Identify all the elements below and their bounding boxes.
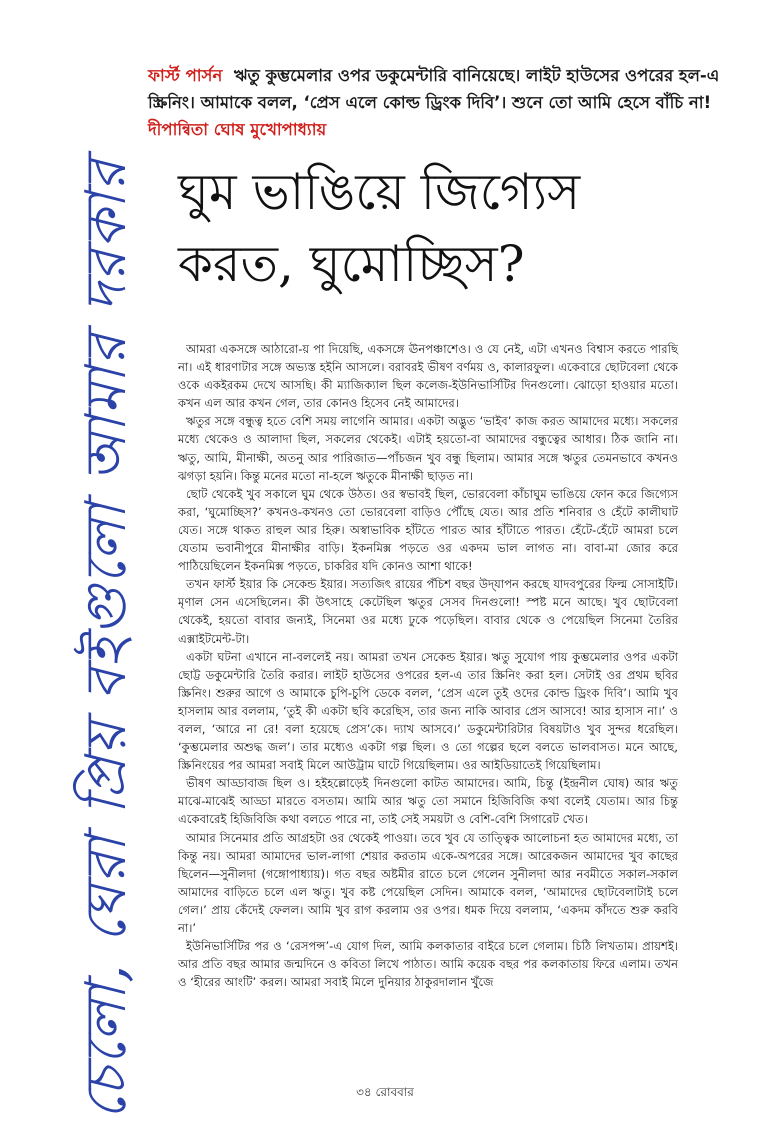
headline-line-1: ঘুম ভাঙিয়ে জিগ্যেস — [178, 163, 581, 221]
handwritten-margin-note: চেলো, ঘেরা প্রিয় বইগুলো আমার দরকার — [74, 158, 139, 1120]
author-name: দীপান্বিতা ঘোষ মুখোপাধ্যায় — [148, 120, 327, 139]
body-paragraph: ছোট থেকেই খুব সকালে ঘুম থেকে উঠত। ওর স্বভাবই ছিল, ভোরবেলা কাঁচাঘুম ভাঙিয়ে ফোন করে জিগ্যেস করা, ‘ঘুমোচ্ছিস?’ কখনও-কখনও তো ভোরবেলা বাড়িও পৌঁছে যেত। আর প্রতি শনিবার ও হেঁটে কালীঘাট যেত। সঙ্গে থাকত রাহুল আর হিরু। অস্বাভাবিক হাঁটতে পারত আর হাঁটাতে পারত। হেঁটে-হেঁটে আমরা চলে যেতাম ভবানীপুরে মীনাক্ষীর বাড়ি। ইকনমিক্স পড়তে ওর একদম ভাল লাগত না। বাবা-মা জোর করে পাঠিয়েছিলেন ইকনমিক্স পড়তে, চাকরির যদি কোনও আশা থাকে! — [178, 486, 678, 574]
headline-line-2: করত, ঘুমোচ্ছিস? — [178, 235, 525, 293]
page-footer: ৩৪ রোববার — [356, 1085, 414, 1099]
body-paragraph: একটা ঘটনা এখানে না-বললেই নয়। আমরা তখন সেকেন্ড ইয়ার। ঋতু সুযোগ পায় কুম্ভমেলার ওপর একটা ছোট্ট ডকুমেন্টারি তৈরি করার। লাইট হাউসের ওপরের হল-এ তার স্ক্রিনিং করা হল। সেটাই ওর প্রথম ছবির স্ক্রিনিং। শুরুর আগে ও আমাকে চুপি-চুপি ডেকে বলল, ‘প্রেস এলে তুই ওদের কোল্ড ড্রিংক দিবি’। আমি খুব হাসলাম আর বললাম, ‘তুই কী একটা ছবি করেছিস, তার জন্য নাকি আবার প্রেস আসবে! আর হাসাস না।’ ও বলল, ‘আরে না রে! বলা হয়েছে প্রেস’কে। দ্যাখ আসবে।’ ডকুমেন্টারিটার বিষয়টাও খুব সুন্দর ধরেছিল। ‘কুম্ভমেলার অশুদ্ধ জল’। তার মধ্যেও একটা গল্প ছিল। ও তো গল্পের ছলে বলতে ভালবাসত। মনে আছে, স্ক্রিনিংয়ের পর আমরা সবাই মিলে আউট্রাম ঘাটে গিয়েছিলাম। ওর আইডিয়াতেই গিয়েছিলাম। — [178, 649, 678, 773]
body-paragraph: ইউনিভার্সিটির পর ও ‘রেসপন্স’-এ যোগ দিল, আমি কলকাতার বাইরে চলে গেলাম। চিঠি লিখতাম। প্রায়শই। আর প্রতি বছর আমার জন্মদিনে ও কবিতা লিখে পাঠাত। আমি কয়েক বছর পর কলকাতায় ফিরে এলাম। তখন ও ‘হীরের আংটি’ করল। আমরা সবাই মিলে দুনিয়ার ঠাকুরদালান খুঁজে — [178, 939, 678, 990]
body-paragraph: ভীষণ আড্ডাবাজ ছিল ও। হইহল্লোড়েই দিনগুলো কাটত আমাদের। আমি, চিন্তু (ইন্দ্রনীল ঘোষ) আর ঋতু মাঝে-মাঝেই আড্ডা মারতে বসতাম। আমি আর ঋতু তো সমানে হিজিবিজি কথা বলেই যেতাম। আর চিন্তু একেবারেই হিজিবিজি কথা বলতে পারে না, তাই সেই সময়টা ও বেশি-বেশি সিগারেট খেত। — [178, 776, 678, 827]
section-label: ফার্স্ট পার্সন — [148, 66, 223, 85]
body-paragraph: ঋতুর সঙ্গে বন্ধুত্ব হতে বেশি সময় লাগেনি আমার। একটা অদ্ভুত ‘ভাইব’ কাজ করত আমাদের মধ্যে। সকলের মধ্যে থেকেও ও আলাদা ছিল, সকলের থেকেই। এটাই হয়তো-বা আমাদের বন্ধুত্বের আধার। ঠিক জানি না। ঋতু, আমি, মীনাক্ষী, অতনু আর পারিজাত—পাঁচজন খুব বন্ধু ছিলাম। আমার সঙ্গে ঋতুর তেমনভাবে কখনও ঝগড়া হয়নি। কিন্তু মনের মতো না-হলে ঋতুকে মীনাক্ষী ছাড়ত না। — [178, 414, 678, 483]
article-headline — [178, 156, 748, 300]
body-paragraph: তখন ফার্স্ট ইয়ার কি সেকেন্ড ইয়ার। সত্যজিৎ রায়ের পঁচিশ বছর উদ্‌যাপন করছে যাদবপুরের ফিল্ম সোসাইটি। মৃণাল সেন এসেছিলেন। কী উৎসাহে কেটেছিল ঋতুর সেসব দিনগুলো! স্পষ্ট মনে আছে। খুব ছোটবেলা থেকেই, হয়তো বাবার জন্যই, সিনেমা ওর মধ্যে ঢুকে পড়েছিল। বাবার থেকে ও পেয়েছিল সিনেমা তৈরির এক্সাইটমেন্ট-টা। — [178, 577, 678, 646]
body-paragraph: আমার সিনেমার প্রতি আগ্রহটা ওর থেকেই পাওয়া। তবে খুব যে তাত্ত্বিক আলোচনা হত আমাদের মধ্যে, তা কিন্তু নয়। আমরা আমাদের ভাল-লাগা শেয়ার করতাম একে-অপরের সঙ্গে। আরেকজন আমাদের খুব কাছের ছিলেন—সুনীলদা (গঙ্গোপাধ্যায়)। গত বছর অষ্টমীর রাতে চলে গেলেন সুনীলদা আর নবমীতে সকাল-সকাল আমাদের বাড়িতে চলে এল ঋতু। খুব কষ্ট পেয়েছিল সেদিন। আমাকে বলল, ‘আমাদের ছোটবেলাটাই চলে গেল।’ প্রায় কেঁদেই ফেলল। আমি খুব রাগ করলাম ওর ওপর। ধমক দিয়ে বললাম, ‘একদম কাঁদতে শুরু করবি না।’ — [178, 830, 678, 935]
article-body — [178, 340, 678, 991]
body-paragraph: আমরা একসঙ্গে আঠারো-য় পা দিয়েছি, একসঙ্গে ঊনপঞ্চাশেও। ও যে নেই, এটা এখনও বিশ্বাস করতে পারছি না। এই ধারণাটার সঙ্গে অভ্যস্ত হইনি আসলে। বরাবরই ভীষণ বর্ণময় ও, কালারফুল। একেবারে ছোটবেলা থেকে ওকে একইরকম দেখে আসছি। কী ম্যাজিক্যাল ছিল কলেজ-ইউনিভার্সিটির দিনগুলো। ঝোড়ো হাওয়ার মতো। কখন এল আর কখন গেল, তার কোনও হিসেব নেই আমাদের। — [178, 342, 678, 411]
intro-text: ঋতু কুম্ভমেলার ওপর ডকুমেন্টারি বানিয়েছে। লাইট হাউসের ওপরের হল-এ স্ক্রিনিং। আমাকে বলল, ‘প্রেস এলে কোল্ড ড্রিংক দিবি’। শুনে তো আমি হেসে বাঁচি না! — [148, 66, 720, 112]
article-intro — [148, 62, 720, 143]
